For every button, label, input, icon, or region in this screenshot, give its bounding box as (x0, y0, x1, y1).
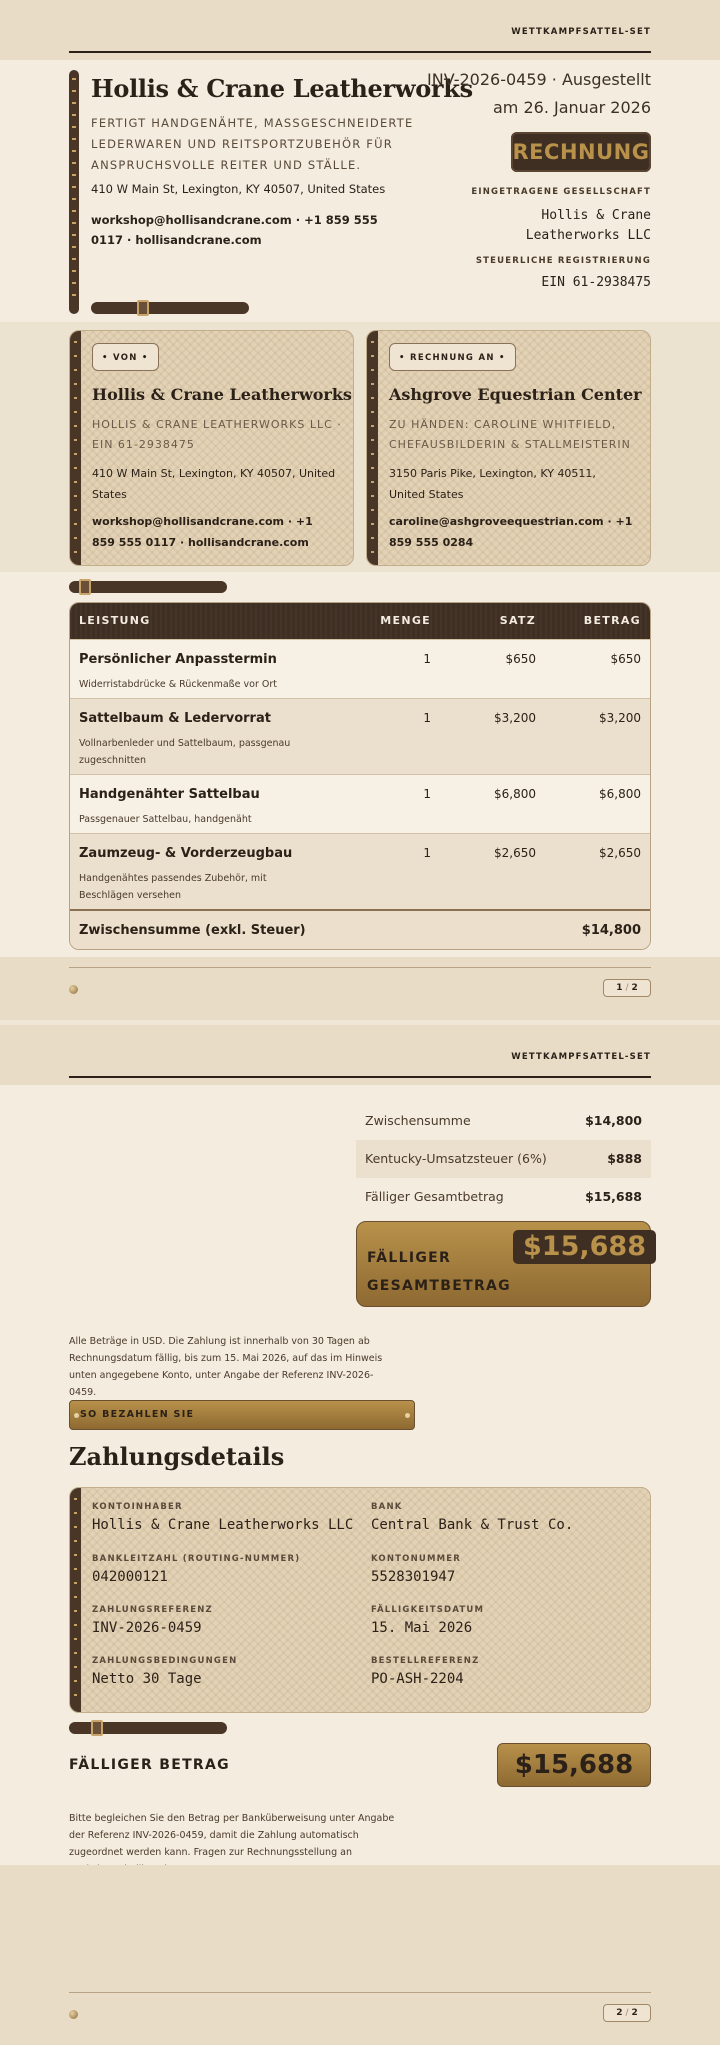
item-desc: Passgenauer Sattelbau, handgenäht (79, 814, 252, 825)
closing-note: Bitte begleichen Sie den Betrag per Banküberweisung unter Angabe der Referenz INV-2026-0459, damit die Zahlung automatisch zugeordnet werden kann. Fragen zur Rechnungsstellung an (69, 1813, 395, 1858)
to-card (366, 330, 651, 566)
how-to-pay-bar: SO BEZAHLEN SIE (69, 1400, 415, 1430)
item-amount: $6,800 (599, 787, 641, 801)
page-current: 1 (616, 983, 623, 993)
invoice-date: am 26. Januar 2026 (493, 98, 651, 117)
item-amount: $3,200 (599, 711, 641, 725)
field-po (371, 1656, 479, 1687)
col-rate: SATZ (499, 614, 536, 627)
page-total: 2 (631, 983, 638, 993)
tax-label: STEUERLICHE REGISTRIERUNG (475, 256, 651, 266)
table-row (70, 833, 650, 909)
set-label: WETTKAMPFSATTEL-SET (511, 27, 651, 37)
to-sub: ZU HÄNDEN: CAROLINE WHITFIELD, CHEFAUSBILDERIN & STALLMEISTERIN (389, 418, 631, 451)
item-rate: $6,800 (494, 787, 536, 801)
payment-note: Alle Beträge in USD. Die Zahlung ist innerhalb von 30 Tagen ab Rechnungsdatum fällig, bis zum 15. Mai 2026, auf das im Hinweis unten angegebene Konto, unter Angabe der Referenz INV-2026-0459. (69, 1336, 383, 1398)
rivet-icon (69, 985, 78, 994)
invoice-stamp: RECHNUNG (511, 132, 651, 172)
amount-due-value: $15,688 (513, 1230, 656, 1264)
payment-heading: Zahlungsdetails (69, 1442, 285, 1471)
to-name: Ashgrove Equestrian Center (389, 385, 642, 404)
item-qty: 1 (423, 652, 431, 666)
field-terms (92, 1656, 237, 1687)
field-value: 5528301947 (371, 1569, 456, 1585)
field-value: 15. Mai 2026 (371, 1620, 473, 1636)
set-label: WETTKAMPFSATTEL-SET (511, 1052, 651, 1062)
summary-subtotal-value: $14,800 (585, 1113, 642, 1128)
field-due-date (371, 1605, 484, 1636)
field-label: ZAHLUNGSREFERENZ (92, 1605, 213, 1615)
company-name: Hollis & Crane Leatherworks (91, 74, 473, 103)
col-qty: MENGE (380, 614, 431, 627)
field-label: KONTONUMMER (371, 1554, 462, 1564)
to-address: 3150 Paris Pike, Lexington, KY 40511, United States (389, 467, 596, 501)
rivet-icon (69, 2010, 78, 2019)
due-amount-label: FÄLLIGER BETRAG (69, 1757, 230, 1773)
summary-subtotal-label: Zwischensumme (365, 1113, 471, 1128)
from-address: 410 W Main St, Lexington, KY 40507, United States (92, 467, 336, 501)
parties-section (0, 322, 720, 572)
item-qty: 1 (423, 787, 431, 801)
col-amount: BETRAG (583, 614, 641, 627)
page-footer (0, 1982, 720, 2045)
subtotal-value: $14,800 (581, 923, 641, 938)
field-value: INV-2026-0459 (92, 1620, 202, 1636)
item-desc: Vollnarbenleder und Sattelbaum, passgenau zugeschnitten (79, 738, 291, 766)
summary-subtotal-row (356, 1102, 651, 1140)
table-row (70, 639, 650, 698)
page-header-band (0, 0, 720, 60)
from-sub: HOLLIS & CRANE LEATHERWORKS LLC · EIN 61-2938475 (92, 418, 342, 451)
summary-total-value: $15,688 (585, 1189, 642, 1204)
col-service: LEISTUNG (79, 614, 151, 627)
leather-strap (367, 331, 378, 565)
field-label: BANKLEITZAHL (ROUTING-NUMMER) (92, 1554, 301, 1564)
field-account (371, 1554, 461, 1585)
from-name: Hollis & Crane Leatherworks (92, 385, 352, 404)
field-value: Netto 30 Tage (92, 1671, 202, 1687)
subtotal-label: Zwischensumme (exkl. Steuer) (79, 923, 306, 938)
amount-due-label: FÄLLIGER GESAMTBETRAG (367, 1250, 511, 1294)
summary-tax-row (356, 1140, 651, 1178)
invoice-number: INV-2026-0459 · Ausgestellt (427, 70, 651, 89)
buckle-icon (79, 579, 91, 595)
item-desc: Handgenähtes passendes Zubehör, mit Beschlägen versehen (79, 873, 267, 901)
field-label: FÄLLIGKEITSDATUM (371, 1605, 485, 1615)
company-contact: workshop@hollisandcrane.com · +1 859 555 0117 · hollisandcrane.com (91, 213, 378, 247)
item-desc: Widerristabdrücke & Rückenmaße vor Ort (79, 679, 277, 690)
header-rule (69, 1076, 651, 1078)
field-value: PO-ASH-2204 (371, 1671, 464, 1687)
invoice-header (69, 70, 651, 314)
to-contact: caroline@ashgroveequestrian.com · +1 859 555 0284 (389, 515, 633, 549)
header-rule (69, 51, 651, 53)
field-label: KONTOINHABER (92, 1502, 183, 1512)
item-title: Persönlicher Anpasstermin (79, 652, 277, 667)
field-label: ZAHLUNGSBEDINGUNGEN (92, 1656, 238, 1666)
item-amount: $2,650 (599, 846, 641, 860)
summary-tax-value: $888 (607, 1151, 642, 1166)
registered-value: Hollis & Crane Leatherworks LLC (525, 208, 651, 243)
item-rate: $2,650 (494, 846, 536, 860)
field-value: Hollis & Crane Leatherworks LLC (92, 1517, 354, 1533)
page-footer (0, 957, 720, 1020)
table-row (70, 698, 650, 774)
belt-ornament (91, 302, 249, 314)
line-items-table (69, 602, 651, 950)
to-tag: • RECHNUNG AN • (389, 343, 516, 371)
from-card (69, 330, 354, 566)
field-label: BESTELLREFERENZ (371, 1656, 480, 1666)
buckle-icon (91, 1720, 103, 1736)
field-bank (371, 1502, 573, 1533)
leather-strap (70, 331, 81, 565)
item-title: Handgenähter Sattelbau (79, 787, 260, 802)
summary-tax-label: Kentucky-Umsatzsteuer (6%) (365, 1151, 547, 1166)
tax-value: EIN 61-2938475 (541, 275, 651, 290)
summary-total-row (356, 1178, 651, 1216)
payment-details-card (69, 1487, 651, 1713)
item-qty: 1 (423, 711, 431, 725)
belt-ornament (69, 581, 227, 593)
table-row (70, 774, 650, 833)
from-contact: workshop@hollisandcrane.com · +1 859 555 0117 · hollisandcrane.com (92, 515, 313, 549)
to-tag-label: RECHNUNG AN (410, 353, 495, 363)
page-current: 2 (616, 2008, 623, 2018)
footer-rule (69, 1992, 651, 1993)
registered-label: EINGETRAGENE GESELLSCHAFT (471, 187, 651, 197)
table-header (70, 603, 650, 639)
item-title: Zaumzeug- & Vorderzeugbau (79, 846, 293, 861)
page-indicator: 2 / 2 (603, 2004, 651, 2022)
buckle-icon (137, 300, 149, 316)
leather-strap (69, 70, 79, 314)
field-label: BANK (371, 1502, 403, 1512)
item-rate: $3,200 (494, 711, 536, 725)
from-tag: • VON • (92, 343, 159, 371)
subtotal-row (70, 909, 650, 949)
page-header-band (0, 1025, 720, 1085)
page-total: 2 (631, 2008, 638, 2018)
field-value: Central Bank & Trust Co. (371, 1517, 574, 1533)
summary-total-label: Fälliger Gesamtbetrag (365, 1189, 504, 1204)
field-value: 042000121 (92, 1569, 168, 1585)
leather-strap (70, 1488, 81, 1712)
due-amount-value: $15,688 (497, 1743, 651, 1787)
company-tagline: FERTIGT HANDGENÄHTE, MASSGESCHNEIDERTE LEDERWAREN UND REITSPORTZUBEHÖR FÜR ANSPRUCHSVOLLE REITER UND STÄLLE. (91, 116, 414, 172)
field-routing (92, 1554, 300, 1585)
invoice-page-2 (0, 1025, 720, 2045)
item-rate: $650 (505, 652, 536, 666)
field-holder (92, 1502, 353, 1533)
item-qty: 1 (423, 846, 431, 860)
field-reference (92, 1605, 213, 1636)
footer-rule (69, 967, 651, 968)
company-address: 410 W Main St, Lexington, KY 40507, United States (91, 182, 386, 196)
page-indicator: 1 / 2 (603, 979, 651, 997)
amount-due-box (356, 1221, 651, 1307)
item-title: Sattelbaum & Ledervorrat (79, 711, 271, 726)
invoice-page-1 (0, 0, 720, 1020)
item-amount: $650 (610, 652, 641, 666)
from-tag-label: VON (113, 353, 138, 363)
belt-ornament (69, 1722, 227, 1734)
